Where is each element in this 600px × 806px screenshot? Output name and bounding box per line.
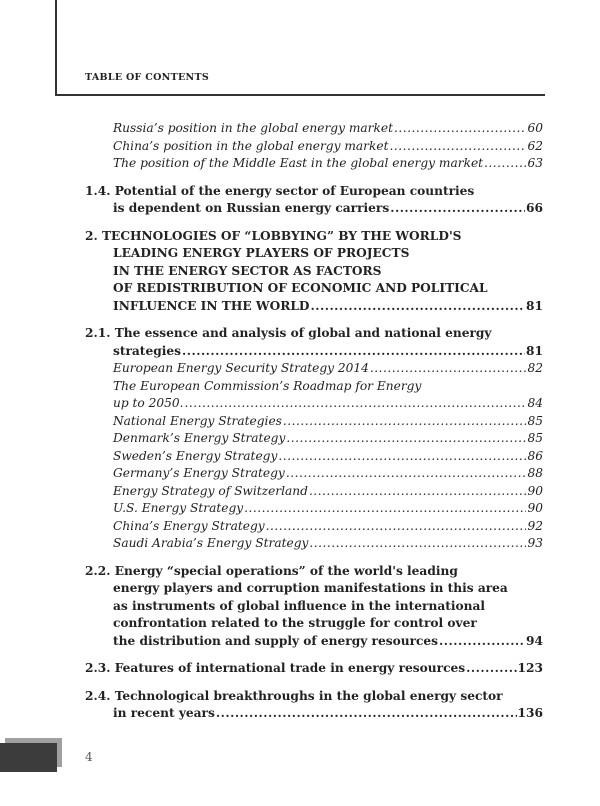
entry-page: 88 [527, 466, 543, 480]
leader-dots [394, 120, 526, 138]
section-title-line: the distribution and supply of energy resources [113, 633, 439, 648]
leader-dots [244, 500, 526, 518]
entry-title: Energy Strategy of Switzerland [113, 483, 308, 498]
entry-title: Denmark’s Energy Strategy [113, 431, 286, 445]
toc-section-2-1 [85, 325, 543, 553]
chapter-title-line: OF REDISTRIBUTION OF ECONOMIC AND POLITICAL [113, 281, 488, 295]
toc-entry[interactable] [85, 430, 543, 448]
toc-entry[interactable] [85, 465, 543, 483]
toc-chapter-2[interactable] [85, 228, 543, 316]
entry-page: 123 [517, 661, 543, 675]
toc-section-2-4[interactable] [85, 688, 543, 723]
chapter-title-line: LEADING ENERGY PLAYERS OF PROJECTS [113, 246, 410, 260]
toc-section-1-4[interactable] [85, 183, 543, 218]
leader-dots [283, 413, 527, 431]
section-title-line: strategies [113, 343, 181, 358]
toc-entry[interactable] [85, 378, 543, 413]
toc-entry[interactable] [85, 535, 543, 553]
page-edge-tab [0, 743, 57, 772]
entry-page: 85 [527, 431, 543, 445]
leader-dots [309, 535, 526, 553]
toc-section-2-3[interactable] [85, 660, 543, 678]
entry-title: National Energy Strategies [113, 413, 282, 428]
entry-page: 62 [527, 138, 543, 153]
leader-dots [309, 483, 527, 501]
leader-dots [286, 430, 526, 448]
leader-dots [370, 360, 527, 378]
section-2-1-heading[interactable] [85, 325, 543, 360]
toc-entry[interactable] [85, 483, 543, 501]
chapter-title-line: INFLUENCE IN THE WORLD [113, 298, 310, 313]
entry-page: 94 [526, 633, 543, 648]
entry-page: 136 [517, 706, 543, 720]
toc-entry[interactable] [85, 138, 543, 156]
section-title-line: is dependent on Russian energy carriers [113, 201, 390, 215]
section-title-line: 2.3. Features of international trade in energy resources [85, 661, 466, 675]
entry-page: 93 [527, 536, 543, 550]
toc-body [85, 120, 543, 723]
section-title-line: confrontation related to the struggle for control over [113, 616, 477, 630]
toc-entry[interactable] [85, 120, 543, 138]
entry-page: 66 [526, 201, 543, 215]
entry-page: 92 [527, 518, 543, 533]
frame-line-horizontal [55, 94, 545, 96]
section-title-line: in recent years [113, 706, 215, 720]
entry-title: Sweden’s Energy Strategy [113, 448, 278, 463]
entry-page: 86 [527, 448, 543, 463]
entry-title: China’s position in the global energy market [113, 138, 389, 153]
leader-dots [390, 200, 525, 218]
entry-title: The position of the Middle East in the global energy market [113, 156, 484, 170]
toc-entry[interactable] [85, 360, 543, 378]
chapter-title-line: 2. TECHNOLOGIES OF “LOBBYING” BY THE WORLD'S [85, 228, 462, 243]
entry-title: U.S. Energy Strategy [113, 501, 244, 515]
entry-title: Saudi Arabia’s Energy Strategy [113, 536, 309, 550]
entry-title: Russia’s position in the global energy market [113, 121, 393, 135]
leader-dots [466, 660, 516, 678]
page-number: 4 [85, 750, 93, 764]
section-title-line: as instruments of global influence in the international [113, 598, 485, 613]
toc-entry[interactable] [85, 155, 543, 173]
toc-top-entries [85, 120, 543, 173]
leader-dots [185, 395, 527, 413]
section-title-line: 2.1. The essence and analysis of global and national energy [85, 326, 492, 340]
section-title-line: 2.4. Technological breakthroughs in the global energy sector [85, 688, 503, 703]
entry-page: 85 [527, 413, 543, 428]
entry-page: 81 [526, 298, 543, 313]
leader-dots [389, 138, 526, 156]
section-title-line: energy players and corruption manifestations in this area [113, 581, 508, 595]
entry-title: The European Commission’s Roadmap for Energy [113, 378, 422, 393]
toc-entry[interactable] [85, 448, 543, 466]
leader-dots [310, 298, 525, 316]
leader-dots [286, 465, 527, 483]
entry-page: 60 [527, 121, 543, 135]
leader-dots [216, 705, 517, 723]
running-header: TABLE OF CONTENTS [85, 72, 210, 83]
leader-dots [182, 343, 525, 361]
entry-title: China’s Energy Strategy [113, 518, 265, 533]
leader-dots [484, 155, 526, 173]
entry-title: European Energy Security Strategy 2014 [113, 361, 369, 375]
leader-dots [266, 518, 527, 536]
toc-entry[interactable] [85, 500, 543, 518]
section-title-line: 2.2. Energy “special operations” of the world's leading [85, 563, 458, 578]
entry-page: 90 [527, 501, 543, 515]
frame-line-vertical [55, 0, 57, 96]
entry-title: up to 2050. [113, 396, 184, 410]
entry-page: 82 [527, 361, 543, 375]
section-title-line: 1.4. Potential of the energy sector of European countries [85, 183, 475, 198]
toc-section-2-2[interactable] [85, 563, 543, 651]
entry-page: 63 [527, 156, 543, 170]
entry-page: 84 [527, 396, 543, 410]
chapter-title-line: IN THE ENERGY SECTOR AS FACTORS [113, 263, 382, 278]
entry-title: Germany’s Energy Strategy [113, 466, 285, 480]
leader-dots [439, 633, 525, 651]
entry-page: 90 [527, 483, 543, 498]
toc-entry[interactable] [85, 518, 543, 536]
entry-page: 81 [526, 343, 543, 358]
toc-entry[interactable] [85, 413, 543, 431]
leader-dots [278, 448, 526, 466]
